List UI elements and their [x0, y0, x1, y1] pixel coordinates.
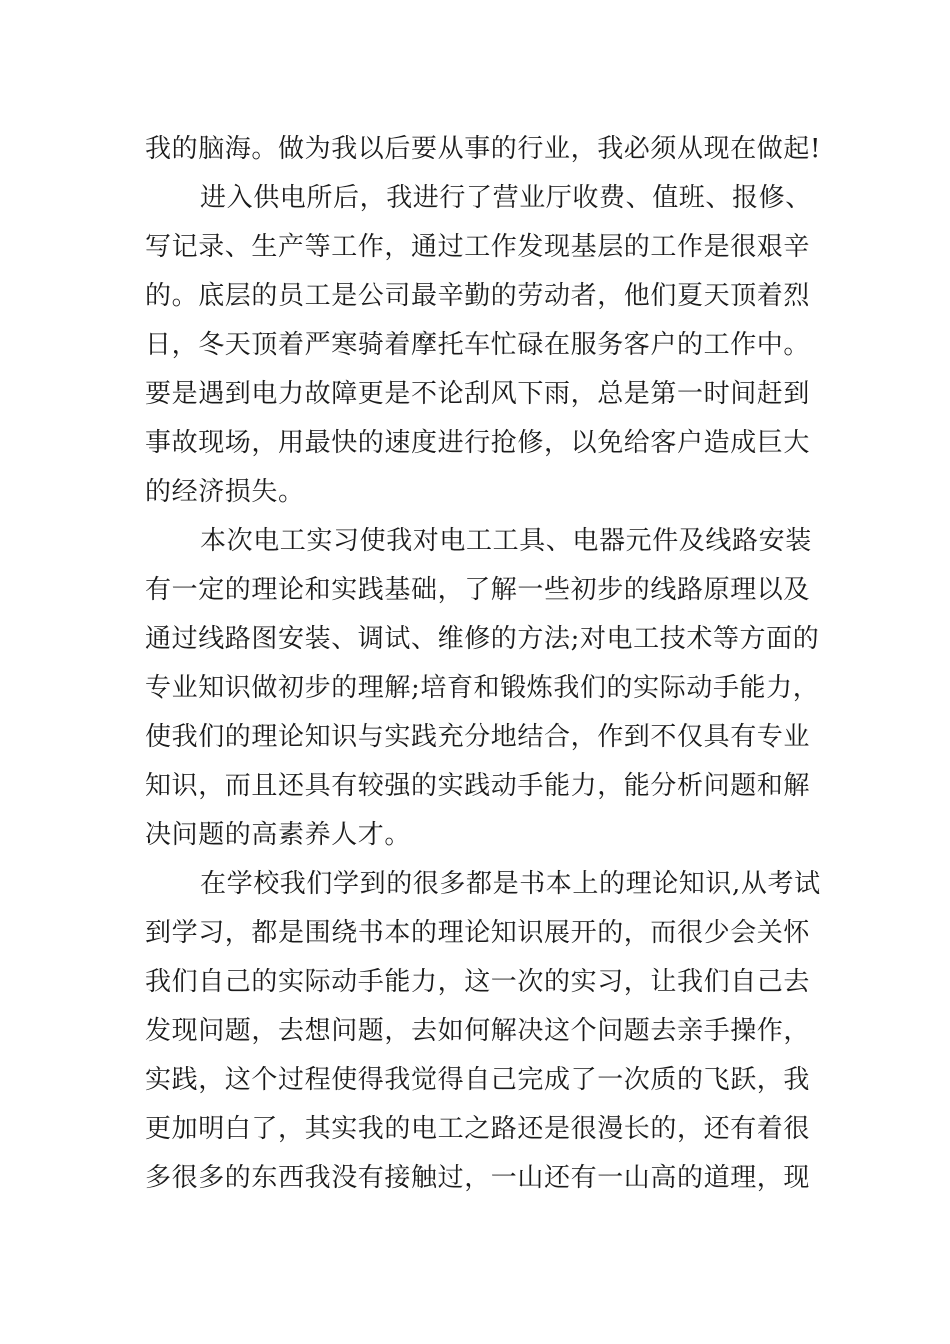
- text-line: 写记录、生产等工作，通过工作发现基层的工作是很艰辛: [145, 232, 811, 262]
- text-line: 日，冬天顶着严寒骑着摩托车忙碌在服务客户的工作中。: [145, 330, 811, 360]
- text-line: 的经济损失。: [145, 477, 305, 507]
- text-line: 我们自己的实际动手能力，这一次的实习，让我们自己去: [145, 967, 811, 997]
- text-line: 更加明白了，其实我的电工之路还是很漫长的，还有着很: [145, 1114, 811, 1144]
- text-line: 知识，而且还具有较强的实践动手能力，能分析问题和解: [145, 771, 811, 801]
- text-line: 实践，这个过程使得我觉得自己完成了一次质的飞跃，我: [145, 1065, 811, 1095]
- text-line: 专业知识做初步的理解;培育和锻炼我们的实际动手能力，: [145, 673, 820, 703]
- text-line: 有一定的理论和实践基础，了解一些初步的线路原理以及: [145, 575, 811, 605]
- text-line: 要是遇到电力故障更是不论刮风下雨，总是第一时间赶到: [145, 379, 811, 409]
- paragraph-start-line: 在学校我们学到的很多都是书本上的理论知识,从考试: [200, 869, 821, 899]
- text-line: 的。底层的员工是公司最辛勤的劳动者，他们夏天顶着烈: [145, 281, 811, 311]
- document-body: [145, 125, 822, 1203]
- text-line: 多很多的东西我没有接触过，一山还有一山高的道理，现: [145, 1163, 811, 1193]
- text-line: 到学习，都是围绕书本的理论知识展开的，而很少会关怀: [145, 918, 811, 948]
- text-line: 我的脑海。做为我以后要从事的行业，我必须从现在做起!: [145, 134, 822, 164]
- text-line: 发现问题，去想问题，去如何解决这个问题去亲手操作，: [145, 1016, 811, 1046]
- text-line: 通过线路图安装、调试、维修的方法;对电工技术等方面的: [145, 624, 820, 654]
- text-line: 决问题的高素养人才。: [145, 820, 412, 850]
- text-line: 事故现场，用最快的速度进行抢修，以免给客户造成巨大: [145, 428, 811, 458]
- paragraph-start-line: 进入供电所后，我进行了营业厅收费、值班、报修、: [200, 183, 812, 213]
- paragraph-start-line: 本次电工实习使我对电工工具、电器元件及线路安装: [200, 526, 812, 556]
- text-line: 使我们的理论知识与实践充分地结合，作到不仅具有专业: [145, 722, 811, 752]
